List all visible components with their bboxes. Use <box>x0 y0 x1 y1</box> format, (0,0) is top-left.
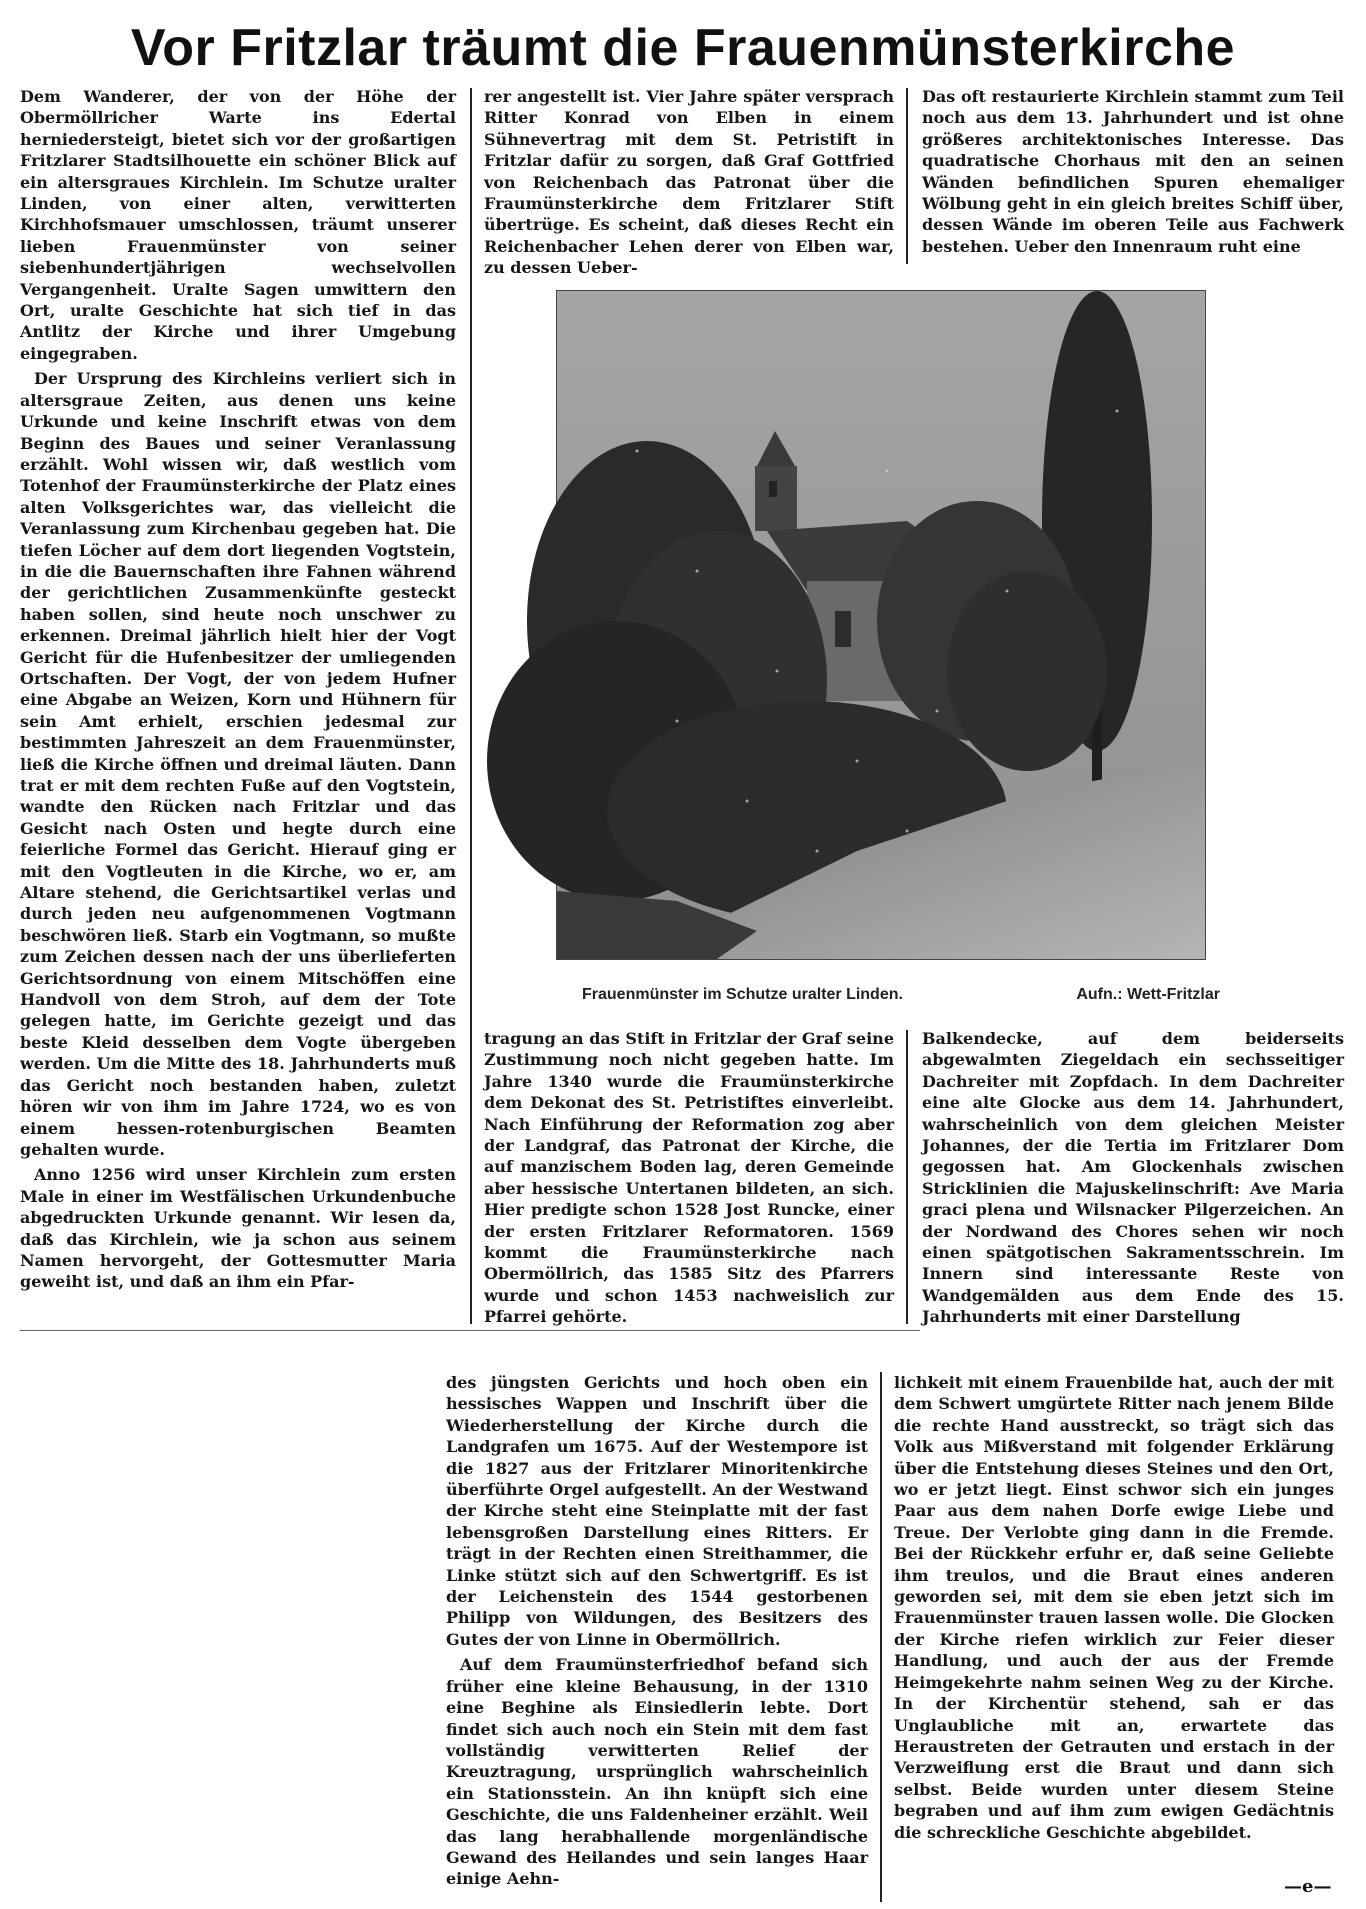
article-column-2-top <box>484 86 894 278</box>
section-rule <box>20 1330 920 1331</box>
column-rule <box>906 88 908 264</box>
author-signature: —e— <box>1284 1876 1332 1897</box>
paragraph: Balkendecke, auf dem beiderseits abgewalmten Ziegeldach ein sechsseitiger Dachreiter mit Zopfdach. In dem Dachreiter eine alte Glocke aus dem 14. Jahrhundert, wahrscheinlich von dem gleichen Meister Johannes, der die Tertia im Fritzlarer Dom gegossen hat. Am Glockenhals zwischen Stricklinien die Majuskelinschrift: Ave Maria graci plena und Wilsnacker Pilgerzeichen. An der Nordwand des Chores sehen wir noch einen spätgotischen Sakramentsschrein. Im Innern sind interessante Reste von Wandgemälden aus dem Ende des 15. Jahrhunderts mit einer Darstellung <box>922 1029 1344 1327</box>
column-rule <box>906 1030 908 1324</box>
article-column-3-bottom <box>922 1028 1344 1327</box>
paragraph: Anno 1256 wird unser Kirchlein zum ersten Male in einer im Westfälischen Urkundenbuche abgedruckten Urkunde genannt. Wir lesen da, daß das Kirchlein, wie ja schon aus seinem Namen hervorgeht, der Gottesmutter Maria geweiht ist, und daß an ihm ein Pfar- <box>20 1165 456 1292</box>
paragraph: Dem Wanderer, der von der Höhe der Obermöllricher Warte ins Edertal herniedersteigt, bietet sich vor der großartigen Fritzlarer Stadtsilhouette ein schöner Blick auf ein altersgraues Kirchlein. Im Schutze uralter Linden, von einer alten, verwitterten Kirchhofsmauer umschlossen, träumt unserer lieben Frauenmünster von seiner siebenhundertjährigen wechselvollen Vergangenheit. Uralte Sagen umwittern den Ort, uralte Geschichte hat sich tief in das Antlitz der Kirche und ihrer Umgebung eingegraben. <box>20 87 456 363</box>
paragraph: Auf dem Fraumünsterfriedhof befand sich früher eine kleine Behausung, in der 1310 eine Beghine als Einsiedlerin lebte. Dort findet sich auch noch ein Stein mit dem fast vollständig verwitterten Relief der Kreuztragung, ursprünglich wahrscheinlich ein Stationsstein. An ihn knüpft sich eine Geschichte, die uns Faldenheiner erzählt. Weil das lang herabhallende morgenländische Gewand des Heilandes und sein langes Haar einige Aehn- <box>446 1655 868 1889</box>
paragraph: Der Ursprung des Kirchleins verliert sich in altersgraue Zeiten, aus denen uns keine Urkunde und keine Inschrift etwas von dem Beginn des Baues und seiner Veranlassung erzählt. Wohl wissen wir, daß westlich vom Totenhof der Fraumünsterkirche der Platz eines alten Volksgerichtes war, das vielleicht die Veranlassung zum Kirchenbau gegeben hat. Die tiefen Löcher auf dem dort liegenden Vogtstein, in die die Bauernschaften ihre Fahnen während der gerichtlichen Zusammenkünfte gesteckt haben sollen, sind heute noch unschwer zu erkennen. Dreimal jährlich hielt hier der Vogt Gericht für die Hufenbesitzer der umliegenden Ortschaften. Der Vogt, der von jedem Hufner eine Abgabe an Weizen, Korn und Hühnern für sein Amt erhielt, erschien jedesmal zur bestimmten Jahreszeit an dem Frauenmünster, ließ die Kirche öffnen und dreimal läuten. Dann trat er mit dem rechten Fuße auf den Vogtstein, wandte den Rücken nach Fritzlar und das Gesicht nach Osten und hegte durch eine feierliche Formel das Gericht. Hierauf ging er mit den Vogtleuten in die Kirche, wo er, am Altare stehend, die Gerichtsartikel verlas und durch jeden neu aufgenommenen Vogtmann beschwören ließ. Starb ein Vogtmann, so mußte zum Zeichen dessen nach der uns überlieferten Gerichtsordnung von einem Mitschöffen eine Handvoll von dem Stroh, auf dem der Tote gelegen hatte, im Gerichte gezeigt und das beste Kleid desselben dem Vogte übergeben werden. Um die Mitte des 18. Jahrhunderts muß das Gericht noch bestanden haben, zuletzt hören wir von ihm im Jahre 1724, wo es von einem hessen-rotenburgischen Beamten gehalten wurde. <box>20 369 456 1159</box>
photo-caption: Frauenmünster im Schutze uralter Linden. <box>582 986 903 1003</box>
paragraph: rer angestellt ist. Vier Jahre später versprach Ritter Konrad von Elben in einem Sühnevertrag mit dem St. Petristift in Fritzlar dafür zu sorgen, daß Graf Gottfried von Reichenbach das Patronat über die Fraumünsterkirche dem Fritzlarer Stift übertrüge. Es scheint, daß dieses Recht ein Reichenbacher Lehen derer von Elben war, zu dessen Ueber- <box>484 87 894 278</box>
paragraph: des jüngsten Gerichts und hoch oben ein hessisches Wappen und Inschrift über die Wiederherstellung der Kirche durch die Landgrafen um 1675. Auf der Westempore ist die 1827 aus der Fritzlarer Minoritenkirche überführte Orgel aufgestellt. An der Westwand der Kirche steht eine Steinplatte mit der fast lebensgroßen Darstellung eines Ritters. Er trägt in der Rechten einen Streithammer, die Linke stützt sich auf den Schwertgriff. Es ist der Leichenstein des 1544 gestorbenen Philipp von Wildungen, des Besitzers des Gutes der von Linne in Obermöllrich. <box>446 1373 868 1649</box>
paragraph: tragung an das Stift in Fritzlar der Graf seine Zustimmung noch nicht gegeben hatte. Im Jahre 1340 wurde die Fraumünsterkirche dem Dekonat des St. Petristiftes einverleibt. Nach Einführung der Reformation zog aber der Landgraf, das Patronat der Kirche, die auf manzischem Boden lag, deren Gemeinde aber hessische Untertanen bildeten, an sich. Hier predigte schon 1528 Jost Runcke, einer der ersten Fritzlarer Reformatoren. 1569 kommt die Fraumünsterkirche nach Obermöllrich, das 1585 Sitz des Pfarrers wurde und schon 1453 nachweislich zur Pfarrei gehörte. <box>484 1029 894 1327</box>
headline: Vor Fritzlar träumt die Frauenmünsterkirche <box>130 19 1236 77</box>
photo-credit: Aufn.: Wett-Fritzlar <box>1076 986 1220 1003</box>
article-column-3-top <box>922 86 1344 262</box>
article-column-2-bottom <box>484 1028 894 1327</box>
column-rule <box>470 88 472 1324</box>
paragraph: Das oft restaurierte Kirchlein stammt zum Teil noch aus dem 13. Jahrhundert und ist ohne größeres architektonisches Interesse. Das quadratische Chorhaus mit den an seinen Wänden befindlichen Spuren ehemaliger Wölbung geht in ein gleich breites Schiff über, dessen Wände im oberen Teile aus Fachwerk bestehen. Ueber den Innenraum ruht eine <box>922 87 1344 256</box>
church-photo <box>556 290 1206 960</box>
article-column-4 <box>446 1372 868 1902</box>
article-column-5 <box>894 1372 1334 1872</box>
paragraph: lichkeit mit einem Frauenbilde hat, auch der mit dem Schwert umgürtete Ritter nach jenem Bilde die rechte Hand ausstreckt, so trägt sich das Volk aus Mißverstand mit folgender Erklärung über die Entstehung dieses Steines und den Ort, wo er jetzt liegt. Einst schwor sich ein junges Paar aus dem nahen Dorfe ewige Liebe und Treue. Der Verlobte ging dann in die Fremde. Bei der Rückkehr erfuhr er, daß seine Geliebte ihm treulos, und die Braut eines anderen geworden sei, mit dem sie eben jetzt sich im Frauenmünster trauen lassen wolle. Die Glocken der Kirche riefen wirklich zur Feier dieser Handlung, und auch der aus der Fremde Heimgekehrte nahm seinen Weg zu der Kirche. In der Kirchentür stehend, sah er das Unglaubliche mit an, erwartete das Heraustreten der Getrauten und erstach in der Verzweiflung erst die Braut und dann sich selbst. Beide wurden unter diesem Steine begraben und auf ihm zum ewigen Gedächtnis die schreckliche Geschichte abgebildet. <box>894 1373 1334 1842</box>
column-rule <box>880 1372 882 1902</box>
church-photo-illustration <box>557 291 1205 959</box>
article-column-1 <box>20 86 456 1324</box>
